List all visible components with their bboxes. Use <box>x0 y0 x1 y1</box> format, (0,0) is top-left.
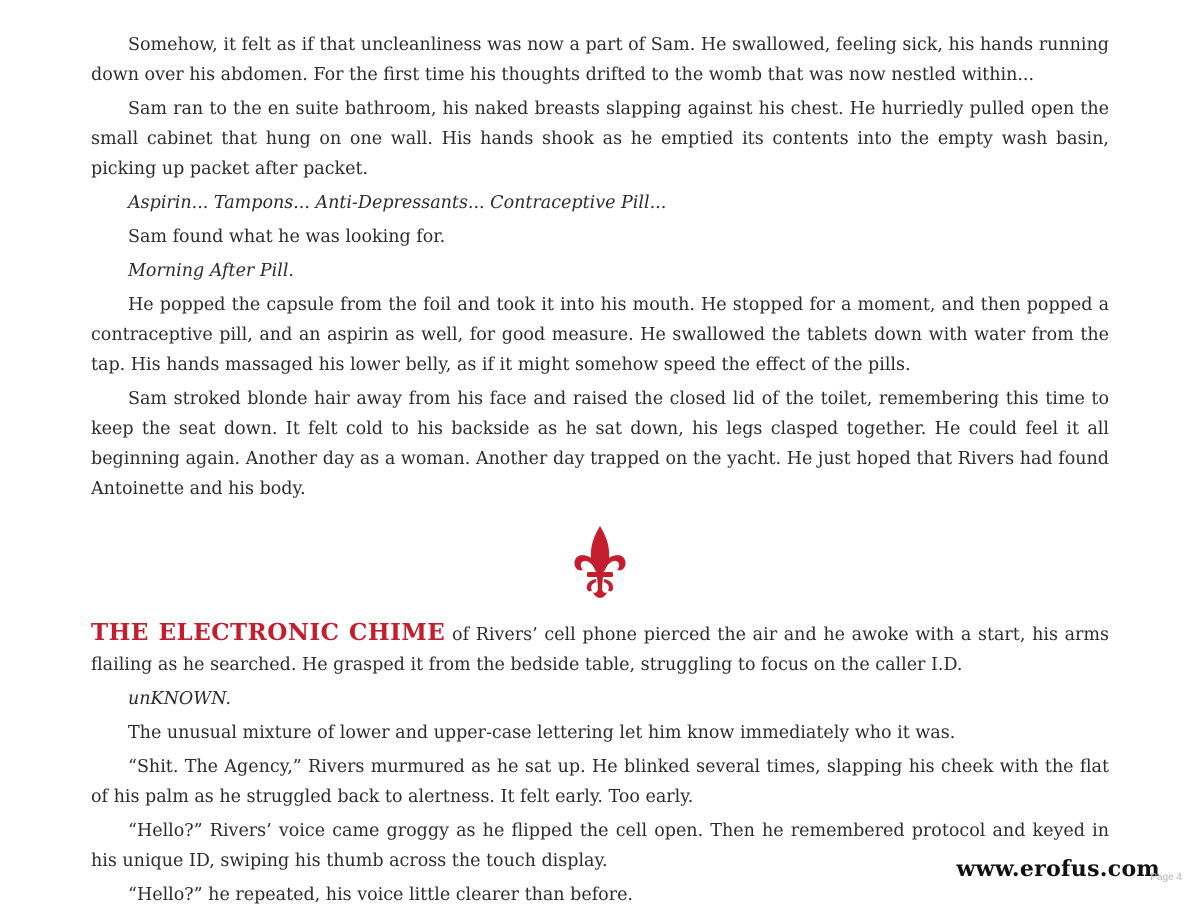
paragraph: “Shit. The Agency,” Rivers murmured as he sat up. He blinked several times, slapping his cheek with the flat of his palm as he struggled back to alertness. It felt early. Too early. <box>91 757 1109 807</box>
paragraph-italic: unKNOWN. <box>128 689 232 709</box>
paragraph: “Hello?” Rivers’ voice came groggy as he flipped the cell open. Then he remembered protocol and keyed in his unique ID, swiping his thumb across the touch display. <box>91 821 1109 871</box>
paragraph: Sam stroked blonde hair away from his face and raised the closed lid of the toilet, remembering this time to keep the seat down. It felt cold to his backside as he sat down, his legs clasped together. He could feel it all beginning again. Another day as a woman. Another day trapped on the yacht. He just hoped that Rivers had found Antoinette and his body. <box>91 389 1109 499</box>
paragraph-italic: Morning After Pill. <box>128 261 294 281</box>
paragraph: Sam ran to the en suite bathroom, his naked breasts slapping against his chest. He hurriedly pulled open the small cabinet that hung on one wall. His hands shook as he emptied its contents into the empty wash basin, picking up packet after packet. <box>91 99 1109 179</box>
section-divider <box>91 516 1109 608</box>
paragraph: “Hello?” he repeated, his voice little clearer than before. <box>128 885 633 905</box>
paragraph-italic: Aspirin... Tampons... Anti-Depressants... Contraceptive Pill... <box>128 193 667 213</box>
opening-text: of Rivers’ cell phone pierced the air and he awoke with a start, his arms flailing as he searched. He grasped it from the bedside table, struggling to focus on the caller I.D. <box>91 625 1109 675</box>
document-page <box>91 30 1109 914</box>
top-section <box>91 30 1109 504</box>
paragraph: Sam found what he was looking for. <box>128 227 446 247</box>
section-opening-paragraph <box>91 618 1109 680</box>
watermark: www.erofus.com <box>956 856 1160 882</box>
lead-in-heading: THE ELECTRONIC CHIME <box>91 619 446 646</box>
page-number: Page 4 <box>1150 872 1182 883</box>
paragraph: He popped the capsule from the foil and took it into his mouth. He stopped for a moment, and then popped a contraceptive pill, and an aspirin as well, for good measure. He swallowed the tablets down with water from the tap. His hands massaged his lower belly, as if it might somehow speed the effect of the pills. <box>91 295 1109 375</box>
paragraph: Somehow, it felt as if that uncleanliness was now a part of Sam. He swallowed, feeling sick, his hands running down over his abdomen. For the first time his thoughts drifted to the womb that was now nestled within... <box>91 35 1109 85</box>
paragraph: The unusual mixture of lower and upper-case lettering let him know immediately who it was. <box>128 723 956 743</box>
fleur-de-lis-icon <box>572 524 628 600</box>
